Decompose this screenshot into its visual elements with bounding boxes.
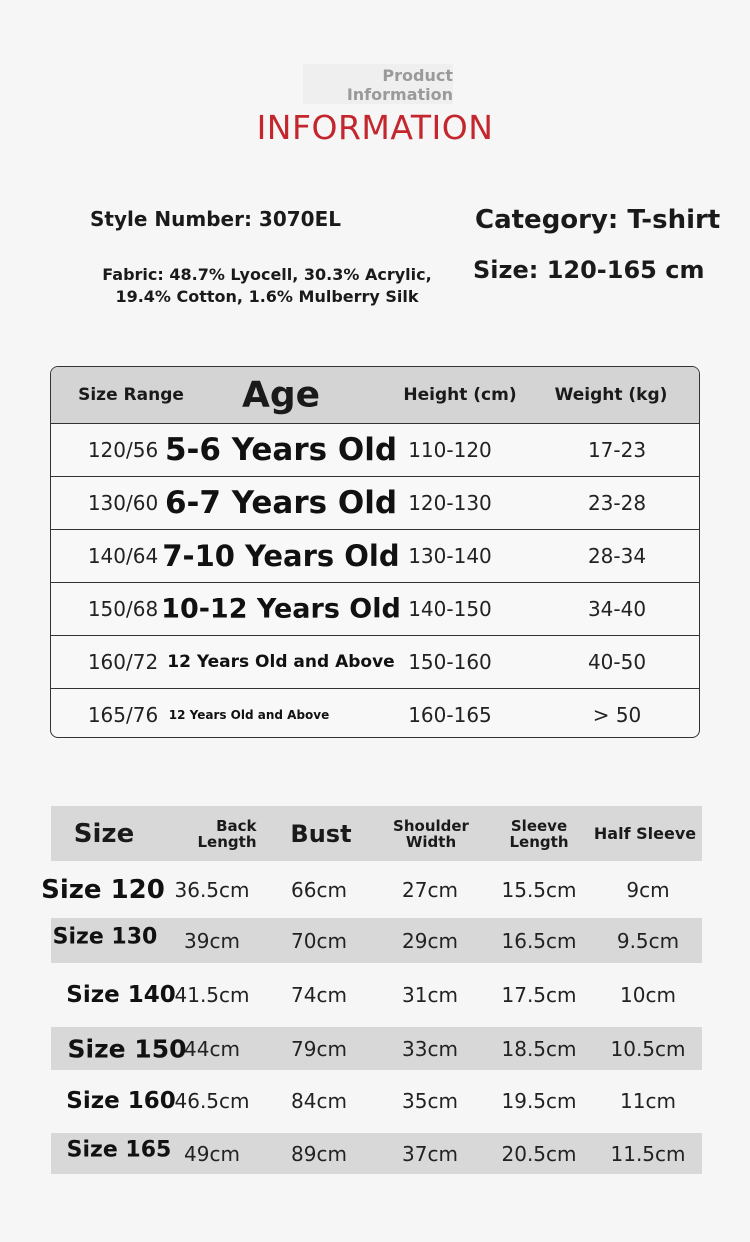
weight-cell: 23-28 <box>587 491 647 515</box>
half-sleeve-cell: 10.5cm <box>610 1036 686 1061</box>
bust-cell: 70cm <box>291 928 347 953</box>
weight-cell: > 50 <box>592 703 642 727</box>
back-length-cell: 44cm <box>184 1036 240 1061</box>
header-weight: Weight (kg) <box>554 385 668 405</box>
header-shoulder-line2: Width <box>405 832 457 851</box>
product-label-line2: Information <box>346 85 453 104</box>
category: Category: T-shirt <box>475 205 721 235</box>
weight-cell: 28-34 <box>587 544 647 568</box>
header-back-length <box>198 818 257 850</box>
size-cell: Size 140 <box>66 982 176 1008</box>
header-height: Height (cm) <box>403 385 517 405</box>
size-cell: Size 160 <box>66 1088 176 1114</box>
sleeve-cell: 15.5cm <box>501 878 577 902</box>
header-bust: Bust <box>290 819 352 848</box>
half-sleeve-cell: 11.5cm <box>610 1141 686 1166</box>
size-range-cell: 140/64 <box>87 544 159 568</box>
header-shoulder-line1: Shoulder <box>393 816 469 835</box>
bust-cell: 66cm <box>291 878 347 902</box>
half-sleeve-cell: 9.5cm <box>616 928 680 953</box>
age-cell: 12 Years Old and Above <box>168 708 330 722</box>
size-cell: Size 150 <box>67 1034 187 1063</box>
table-row <box>51 918 702 963</box>
product-label-line1: Product <box>382 66 453 85</box>
sleeve-cell: 17.5cm <box>501 983 577 1007</box>
header-shoulder-width <box>393 818 469 850</box>
half-sleeve-cell: 9cm <box>626 878 670 902</box>
size-cell: Size 130 <box>52 924 158 950</box>
back-length-cell: 46.5cm <box>174 1089 250 1113</box>
bust-cell: 89cm <box>291 1141 347 1166</box>
age-cell: 12 Years Old and Above <box>167 652 395 672</box>
size-range-cell: 120/56 <box>87 438 159 462</box>
fabric-line-2: 19.4% Cotton, 1.6% Mulberry Silk <box>115 287 419 306</box>
table-row <box>51 1075 702 1127</box>
shoulder-cell: 31cm <box>402 983 458 1007</box>
shoulder-cell: 37cm <box>402 1141 458 1166</box>
table-row <box>51 530 699 583</box>
age-cell: 5-6 Years Old <box>164 432 398 468</box>
header-age: Age <box>241 374 321 416</box>
header-size: Size <box>73 818 135 849</box>
height-cell: 110-120 <box>408 438 492 462</box>
table-row <box>51 1133 702 1174</box>
table-row <box>51 424 699 477</box>
shoulder-cell: 29cm <box>402 928 458 953</box>
table-row <box>51 1027 702 1070</box>
half-sleeve-cell: 10cm <box>620 983 676 1007</box>
sleeve-cell: 19.5cm <box>501 1089 577 1113</box>
size-cell: Size 165 <box>66 1137 172 1163</box>
header-back-length-line2: Length <box>197 832 257 851</box>
size-range-info: Size: 120-165 cm <box>473 256 705 284</box>
size-range-cell: 130/60 <box>87 491 159 515</box>
sleeve-cell: 20.5cm <box>501 1141 577 1166</box>
weight-cell: 17-23 <box>587 438 647 462</box>
header-sleeve-line2: Length <box>509 832 569 851</box>
header-size-range: Size Range <box>78 385 184 405</box>
size-range-cell: 160/72 <box>87 650 159 674</box>
measurement-table-header <box>51 806 702 861</box>
half-sleeve-cell: 11cm <box>620 1089 676 1113</box>
back-length-cell: 39cm <box>184 928 240 953</box>
shoulder-cell: 27cm <box>402 878 458 902</box>
back-length-cell: 36.5cm <box>174 878 250 902</box>
header-back-length-line1: Back <box>216 816 257 835</box>
age-size-table <box>50 366 700 738</box>
shoulder-cell: 35cm <box>402 1089 458 1113</box>
weight-cell: 40-50 <box>587 650 647 674</box>
bust-cell: 84cm <box>291 1089 347 1113</box>
bust-cell: 74cm <box>291 983 347 1007</box>
table-row <box>51 477 699 530</box>
page-title: INFORMATION <box>256 108 494 147</box>
header-sleeve-length <box>510 818 569 850</box>
fabric-line-1: Fabric: 48.7% Lyocell, 30.3% Acrylic, <box>102 265 432 284</box>
age-cell: 10-12 Years Old <box>161 593 401 625</box>
table-row <box>41 864 702 916</box>
sleeve-cell: 16.5cm <box>501 928 577 953</box>
bust-cell: 79cm <box>291 1036 347 1061</box>
shoulder-cell: 33cm <box>402 1036 458 1061</box>
table-row <box>51 969 702 1021</box>
age-cell: 6-7 Years Old <box>164 485 398 521</box>
back-length-cell: 41.5cm <box>174 983 250 1007</box>
weight-cell: 34-40 <box>587 597 647 621</box>
table-row <box>51 689 699 738</box>
back-length-cell: 49cm <box>184 1141 240 1166</box>
fabric-composition <box>62 264 472 308</box>
size-cell: Size 120 <box>41 875 165 905</box>
table-row <box>51 583 699 636</box>
age-cell: 7-10 Years Old <box>162 539 400 573</box>
height-cell: 140-150 <box>408 597 492 621</box>
height-cell: 130-140 <box>408 544 492 568</box>
style-number: Style Number: 3070EL <box>90 207 341 231</box>
product-information-label <box>303 64 453 104</box>
size-range-cell: 150/68 <box>87 597 159 621</box>
height-cell: 160-165 <box>408 703 492 727</box>
header-sleeve-line1: Sleeve <box>510 816 568 835</box>
height-cell: 120-130 <box>408 491 492 515</box>
size-range-cell: 165/76 <box>87 703 159 727</box>
table-row <box>51 636 699 689</box>
age-table-header <box>51 367 699 424</box>
height-cell: 150-160 <box>408 650 492 674</box>
header-half-sleeve: Half Sleeve <box>593 823 697 843</box>
sleeve-cell: 18.5cm <box>501 1036 577 1061</box>
